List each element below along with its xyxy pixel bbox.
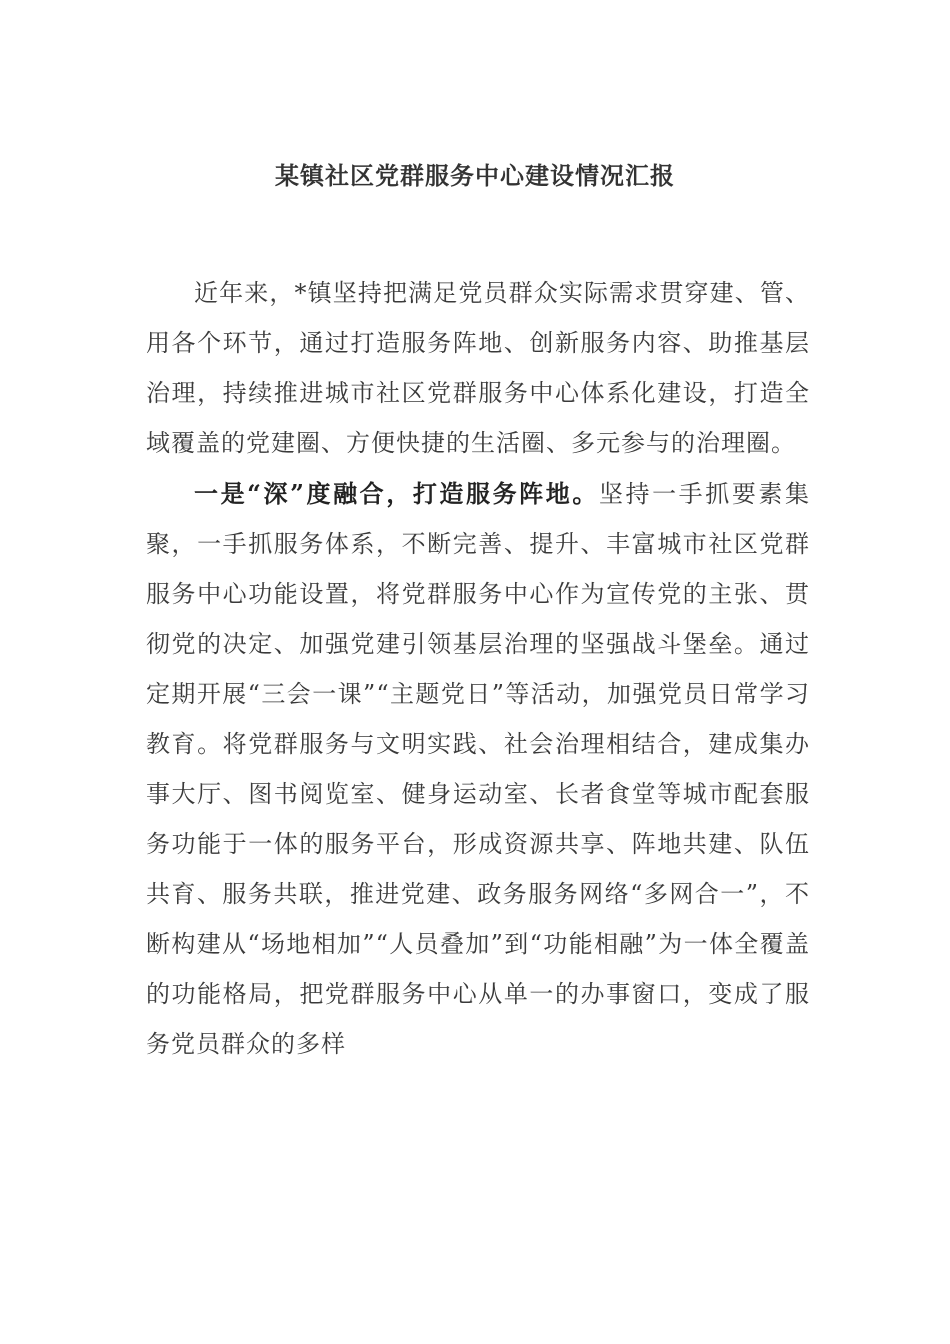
document-body [146,268,810,1069]
paragraph-section-1 [146,469,810,1069]
paragraph-section-1-heading: 一是“深”度融合，打造服务阵地。 [194,479,599,508]
paragraph-intro [146,268,810,468]
paragraph-section-1-text: 坚持一手抓要素集聚，一手抓服务体系，不断完善、提升、丰富城市社区党群服务中心功能设置，将党群服务中心作为宣传党的主张、贯彻党的决定、加强党建引领基层治理的坚强战斗堡垒。通过定期开展“三会一课”“主题党日”等活动，加强党员日常学习教育。将党群服务与文明实践、社会治理相结合，建成集办事大厅、图书阅览室、健身运动室、长者食堂等城市配套服务功能于一体的服务平台，形成资源共享、阵地共建、队伍共育、服务共联，推进党建、政务服务网络“多网合一”，不断构建从“场地相加”“人员叠加”到“功能相融”为一体全覆盖的功能格局，把党群服务中心从单一的办事窗口，变成了服务党员群众的多样 [146,480,811,1058]
paragraph-intro-text: 近年来，*镇坚持把满足党员群众实际需求贯穿建、管、用各个环节，通过打造服务阵地、创新服务内容、助推基层治理，持续推进城市社区党群服务中心体系化建设，打造全域覆盖的党建圈、方便快捷的生活圈、多元参与的治理圈。 [146,279,810,457]
document-title: 某镇社区党群服务中心建设情况汇报 [275,161,675,190]
